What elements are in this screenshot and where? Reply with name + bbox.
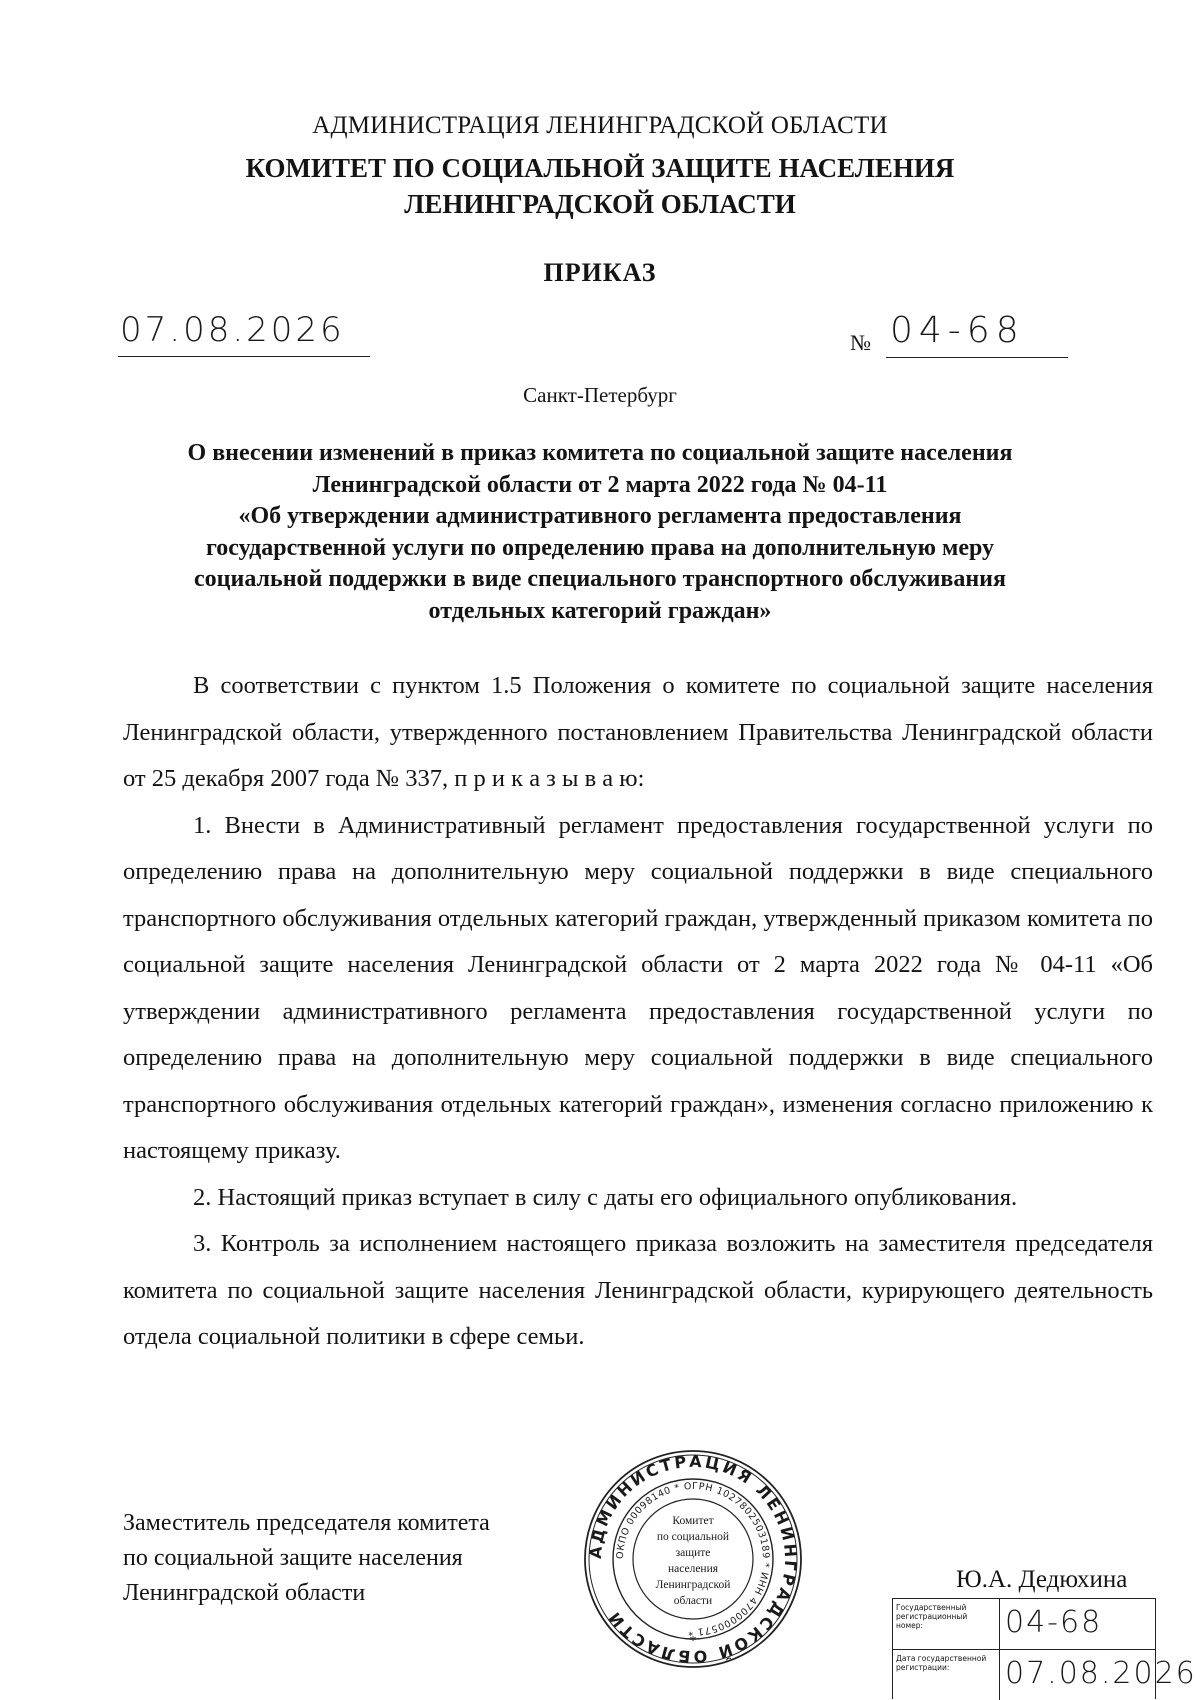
seal-outer-text: АДМИНИСТРАЦИЯ ЛЕНИНГРАДСКОЙ ОБЛАСТИ [585,1451,801,1667]
registration-number-label: Государственный регистрационный номер: [896,1603,968,1630]
seal-ring-text: ОКПО 00098140 * ОГРН 1027802503189 * ИНН 4700000571 * [614,1480,772,1638]
handwritten-date: 07.08.2026 [120,310,345,350]
document-type: ПРИКАЗ [543,258,657,287]
position-line-1: Заместитель председателя комитета [123,1510,490,1536]
seal-center-line: защите [675,1547,711,1559]
seal-star-icon: * [689,1634,697,1649]
preamble-paragraph: В соответствии с пунктом 1.5 Положения о комитете по социальной защите населения Ленинградской области, утвержденного постановлением Правительства Ленинградской области от 25 декабря 2007 года № 337, п р и к а з ы в а ю: [123,672,1153,792]
seal-center-line: Ленинградской [655,1579,731,1591]
position-line-3: Ленинградской области [123,1580,366,1606]
seal-center-line: населения [667,1563,719,1575]
city: Санкт-Петербург [523,383,677,407]
seal-center-line: по социальной [656,1531,730,1543]
item-2-paragraph: 2. Настоящий приказ вступает в силу с даты его официального опубликования. [193,1183,1018,1211]
number-underline [886,357,1068,358]
order-title [0,438,1200,627]
item-3-paragraph: 3. Контроль за исполнением настоящего приказа возложить на заместителя председателя комитета по социальной защите населения Ленинградской области, курирующего деятельность отдела социальной политики в сфере семьи. [123,1230,1153,1350]
registration-number-row [893,1599,1155,1649]
number-sign: № [850,330,871,355]
title-line: «Об утверждении административного регламента предоставления [238,503,962,529]
committee-line-1: КОМИТЕТ ПО СОЦИАЛЬНОЙ ЗАЩИТЕ НАСЕЛЕНИЯ [245,153,955,183]
committee-heading [0,150,1200,222]
handwritten-number: 04-68 [890,310,1025,351]
registration-date-label: Дата государственной регистрации: [896,1654,987,1672]
registration-date-row [893,1649,1197,1700]
registration-date-value: 07.08.2026 [1005,1656,1197,1691]
official-seal [583,1449,803,1669]
administration-heading: АДМИНИСТРАЦИЯ ЛЕНИНГРАДСКОЙ ОБЛАСТИ [312,112,888,139]
signatory-name: Ю.А. Дедюхина [956,1566,1128,1593]
cell-divider [999,1599,1000,1649]
number-field [850,310,1070,358]
signatory-position [123,1506,490,1611]
registration-box [892,1598,1197,1699]
cell-divider [999,1650,1000,1700]
seal-center-line: Комитет [672,1515,714,1527]
registration-number-value: 04-68 [1005,1605,1103,1640]
date-field [118,312,370,357]
committee-line-2: ЛЕНИНГРАДСКОЙ ОБЛАСТИ [404,189,796,219]
seal-center-line: области [673,1595,713,1607]
title-line: государственной услуги по определению права на дополнительную меру [205,534,995,561]
title-line: социальной поддержки в виде специального транспортного обслуживания [194,566,1006,592]
item-1-paragraph: 1. Внести в Административный регламент предоставления государственной услуги по определению права на дополнительную меру социальной поддержки в виде специального транспортного обслуживания отдельных категорий граждан, утвержденный приказом комитета по социальной защите населения Ленинградской области от 2 марта 2022 года № 04-11 «Об утверждении административного регламента предоставления государственной услуги по определению права на дополнительную меру социальной поддержки в виде специального транспортного обслуживания отдельных категорий граждан», изменения согласно приложению к настоящему приказу. [123,811,1153,1164]
order-body [123,663,1153,1361]
title-line: О внесении изменений в приказ комитета по социальной защите населения [187,440,1013,466]
position-line-2: по социальной защите населения [123,1545,463,1571]
title-line: отдельных категорий граждан» [428,597,772,624]
title-line: Ленинградской области от 2 марта 2022 года № 04-11 [312,471,888,498]
